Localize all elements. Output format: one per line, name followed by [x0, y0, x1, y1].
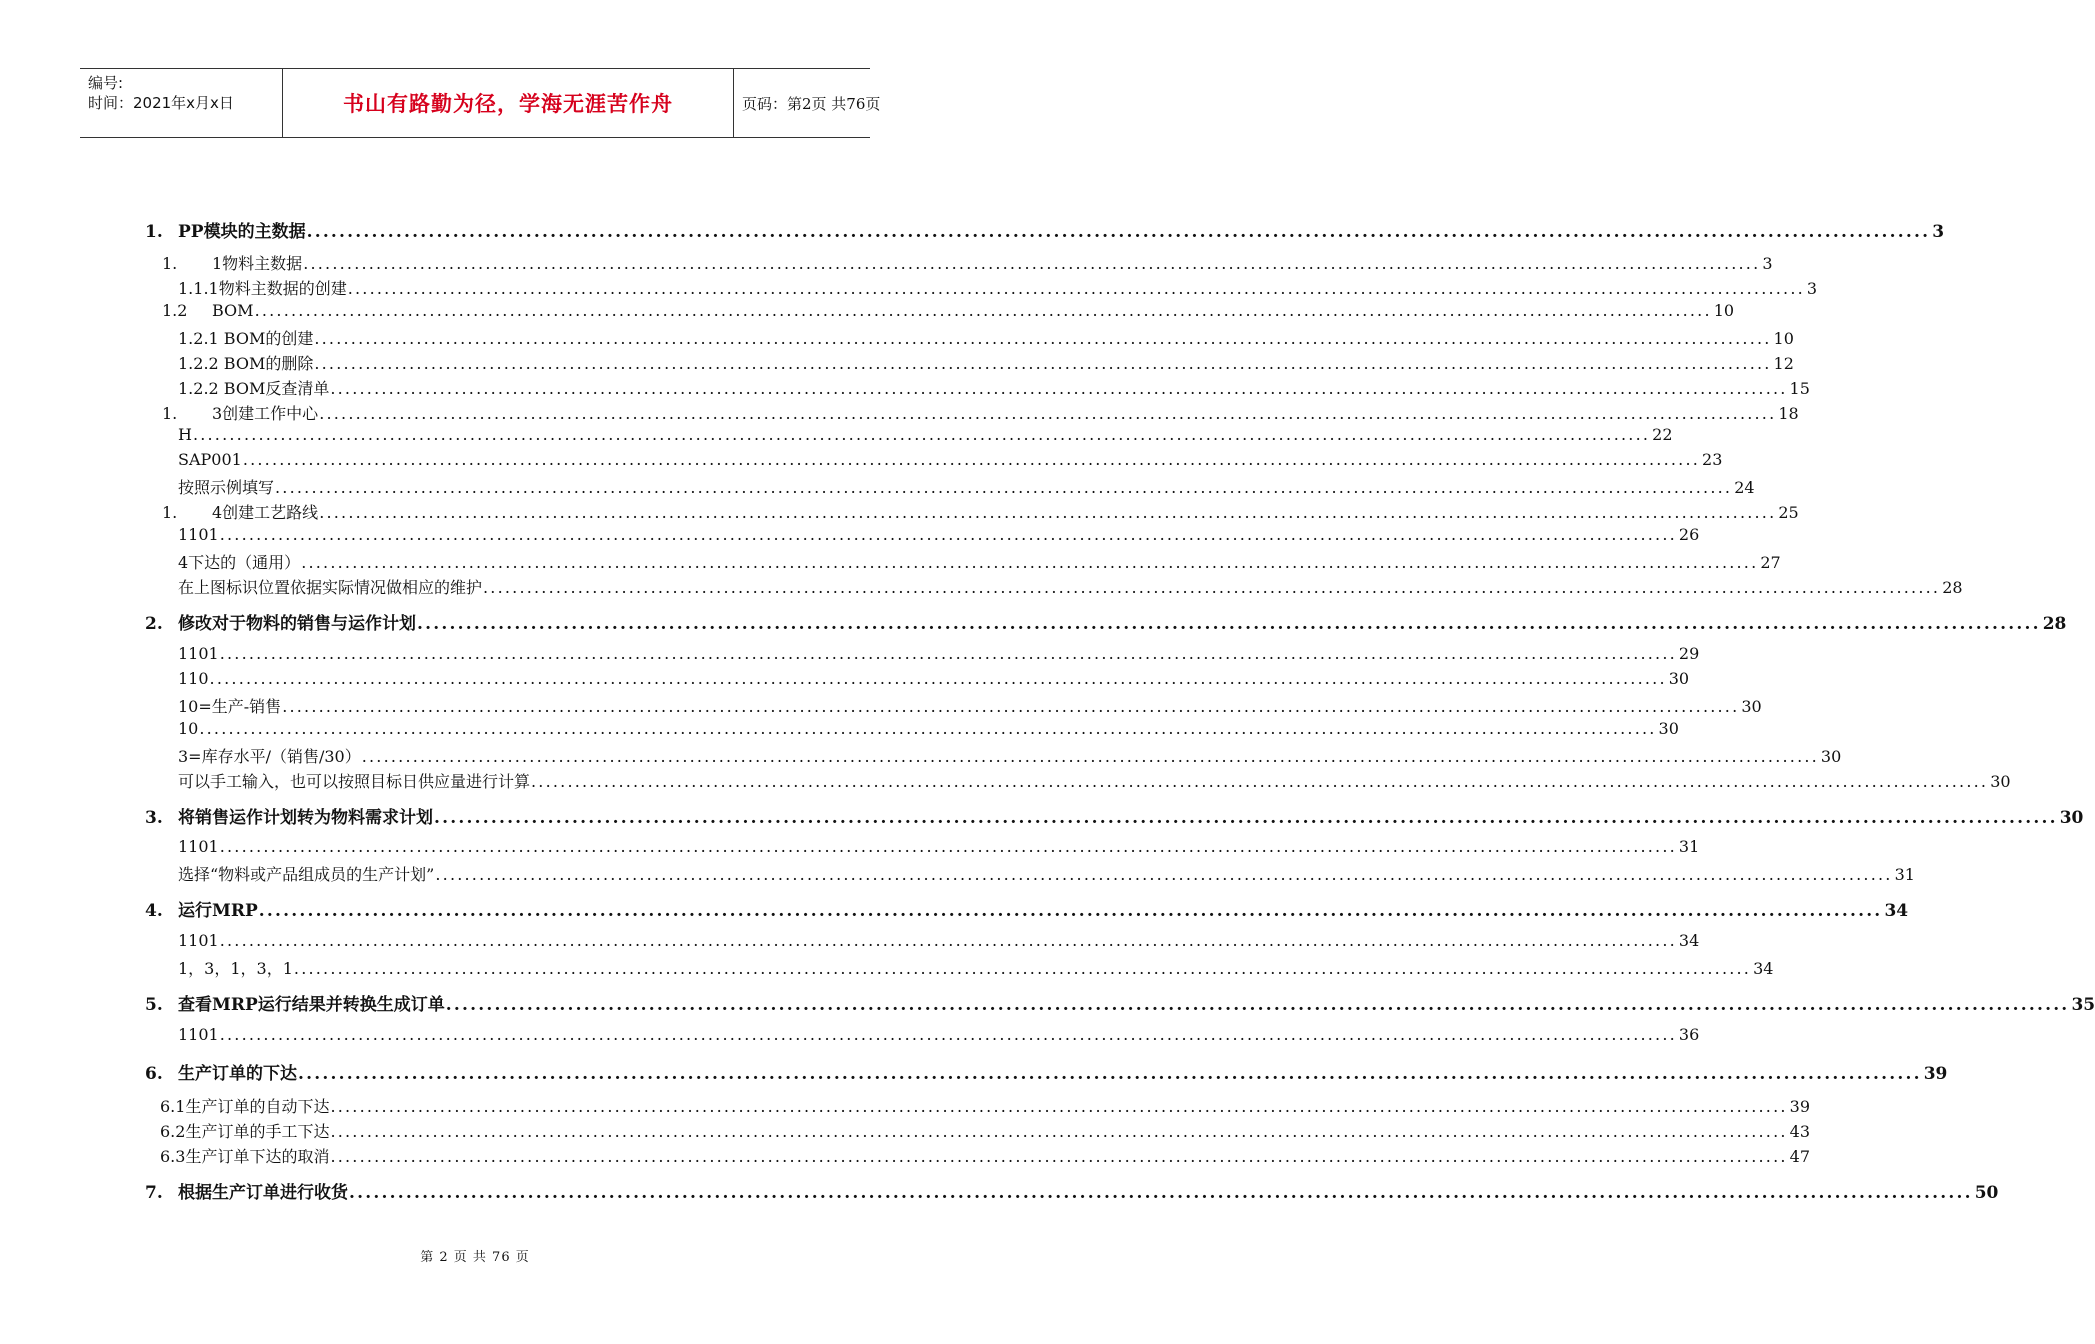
toc-entry[interactable] — [162, 500, 1799, 523]
toc-entry-label — [178, 744, 361, 767]
toc-page-number: 28 — [2042, 614, 2067, 634]
toc-entry-number: 1. — [162, 503, 178, 522]
page-footer: 第 2 页 共 76 页 — [420, 1250, 530, 1265]
toc-entry-text: 在上图标识位置依据实际情况做相应的维护 — [178, 578, 483, 597]
toc-page-number: 24 — [1734, 478, 1755, 497]
toc-entry-text: 1101 — [178, 837, 219, 856]
toc-leader-dots: ........................................................................................................................................................................................................ — [349, 1183, 1973, 1203]
toc-entry-text: 1101 — [178, 644, 219, 663]
toc-page-number: 25 — [1778, 503, 1799, 522]
toc-page-number: 10 — [1773, 329, 1794, 348]
toc-entry[interactable] — [178, 525, 1700, 544]
toc-entry-label — [145, 217, 306, 242]
toc-entry-text: 3创建工作中心 — [212, 404, 319, 423]
toc-leader-dots: ........................................................................................................................................................................................................ — [219, 837, 1677, 856]
toc-entry-label — [178, 425, 192, 444]
toc-page-number: 10 — [1713, 301, 1735, 320]
header-left-cell — [80, 69, 282, 137]
toc-leader-dots: ........................................................................................................................................................................................................ — [282, 697, 1740, 716]
toc-leader-dots: ........................................................................................................................................................................................................ — [314, 354, 1772, 373]
toc-leader-dots: ........................................................................................................................................................................................................ — [531, 772, 1989, 791]
toc-entry[interactable] — [178, 669, 1690, 688]
toc-entry[interactable] — [178, 425, 1673, 444]
toc-page-number: 3 — [1932, 222, 1945, 242]
toc-entry-text: PP模块的主数据 — [178, 222, 306, 242]
toc-leader-dots: ........................................................................................................................................................................................................ — [219, 644, 1677, 663]
toc-entry-text: 修改对于物料的销售与运作计划 — [178, 614, 416, 634]
toc-entry-label — [145, 896, 258, 921]
toc-leader-dots: ........................................................................................................................................................................................................ — [434, 808, 2058, 828]
code-label: 编号: — [88, 74, 124, 92]
toc-entry[interactable] — [162, 251, 1773, 274]
toc-entry-label — [162, 301, 254, 320]
toc-entry[interactable] — [178, 719, 1679, 738]
toc-leader-dots: ........................................................................................................................................................................................................ — [298, 1064, 1922, 1084]
toc-leader-dots: ........................................................................................................................................................................................................ — [319, 503, 1777, 522]
toc-leader-dots: ........................................................................................................................................................................................................ — [361, 747, 1819, 766]
toc-entry[interactable] — [160, 1119, 1810, 1142]
toc-page-number: 22 — [1652, 425, 1673, 444]
toc-entry[interactable] — [178, 351, 1794, 374]
toc-entry-label — [160, 1144, 329, 1167]
toc-page-number: 26 — [1678, 525, 1700, 544]
toc-entry[interactable] — [160, 1094, 1810, 1117]
toc-leader-dots: ........................................................................................................................................................................................................ — [319, 404, 1777, 423]
toc-entry[interactable] — [178, 956, 1774, 979]
toc-entry[interactable] — [145, 896, 1909, 921]
toc-leader-dots: ........................................................................................................................................................................................................ — [192, 425, 1651, 444]
toc-entry-number: 5. — [145, 995, 163, 1015]
toc-entry-label — [178, 931, 219, 950]
toc-entry-label — [178, 575, 482, 598]
toc-entry-label — [178, 669, 209, 688]
toc-entry-number: 4. — [145, 901, 163, 921]
toc-entry[interactable] — [178, 644, 1700, 663]
toc-entry-text: 运行MRP — [178, 901, 258, 921]
toc-entry[interactable] — [160, 1144, 1810, 1167]
toc-entry-text: H — [178, 425, 192, 444]
toc-leader-dots: ........................................................................................................................................................................................................ — [242, 450, 1701, 469]
toc-entry-text: SAP001 — [178, 450, 242, 469]
toc-entry[interactable] — [178, 575, 1963, 598]
toc-entry-text: 1101 — [178, 525, 219, 544]
toc-entry-text: 生产订单的下达 — [178, 1064, 297, 1084]
toc-page-number: 31 — [1894, 865, 1915, 884]
toc-entry-label — [162, 401, 318, 424]
toc-page-number: 12 — [1773, 354, 1794, 373]
toc-entry-text: 1.2.2 BOM反查清单 — [178, 379, 330, 398]
toc-leader-dots: ........................................................................................................................................................................................................ — [314, 329, 1772, 348]
toc-page-number: 3 — [1762, 254, 1773, 273]
toc-entry-text: 4创建工艺路线 — [212, 503, 319, 522]
toc-entry-label — [178, 376, 329, 399]
toc-leader-dots: ........................................................................................................................................................................................................ — [330, 379, 1788, 398]
toc-page-number: 31 — [1678, 837, 1700, 856]
toc-entry-text: 6.3生产订单下达的取消 — [160, 1147, 330, 1166]
toc-entry-number: 1. — [162, 254, 178, 273]
toc-leader-dots: ........................................................................................................................................................................................................ — [258, 901, 1883, 921]
toc-leader-dots: ........................................................................................................................................................................................................ — [303, 254, 1761, 273]
toc-leader-dots: ........................................................................................................................................................................................................ — [347, 279, 1805, 298]
toc-entry-text: 10 — [178, 719, 199, 738]
toc-entry[interactable] — [178, 1025, 1700, 1044]
toc-leader-dots: ........................................................................................................................................................................................................ — [306, 222, 1931, 242]
toc-page-number: 36 — [1678, 1025, 1700, 1044]
toc-entry-label — [178, 475, 274, 498]
toc-entry-label — [145, 990, 445, 1015]
toc-entry-number: 1.2 — [162, 301, 188, 320]
toc-entry[interactable] — [178, 326, 1794, 349]
toc-entry[interactable] — [145, 803, 2084, 828]
toc-leader-dots: ........................................................................................................................................................................................................ — [330, 1097, 1788, 1116]
toc-leader-dots: ........................................................................................................................................................................................................ — [435, 865, 1893, 884]
toc-entry[interactable] — [178, 744, 1842, 767]
toc-entry-text: 6.2生产订单的手工下达 — [160, 1122, 330, 1141]
toc-entry[interactable] — [145, 609, 2067, 634]
toc-entry-label — [162, 500, 318, 523]
toc-entry-text: BOM — [212, 301, 254, 320]
toc-page-number: 28 — [1942, 578, 1963, 597]
toc-entry-number: 1. — [145, 222, 163, 242]
toc-entry[interactable] — [178, 769, 2011, 792]
toc-entry[interactable] — [145, 1178, 1999, 1203]
toc-page-number: 35 — [2071, 995, 2095, 1015]
toc-entry-text: 按照示例填写 — [178, 478, 275, 497]
toc-entry-text: 6.1生产订单的自动下达 — [160, 1097, 330, 1116]
toc-entry-text: 1物料主数据 — [212, 254, 303, 273]
toc-entry-label — [160, 1119, 329, 1142]
toc-entry-label — [178, 326, 313, 349]
toc-entry-text: 1.2.2 BOM的删除 — [178, 354, 314, 373]
toc-entry-text: 1101 — [178, 931, 219, 950]
toc-page-number: 39 — [1923, 1064, 1948, 1084]
toc-entry-text: 查看MRP运行结果并转换生成订单 — [178, 995, 445, 1015]
toc-entry[interactable] — [178, 862, 1915, 885]
toc-leader-dots: ........................................................................................................................................................................................................ — [417, 614, 2041, 634]
toc-entry-label — [145, 803, 433, 828]
toc-entry-text: 1，3，1，3，1 — [178, 959, 293, 978]
toc-page-number: 3 — [1806, 279, 1818, 298]
toc-leader-dots: ........................................................................................................................................................................................................ — [219, 525, 1677, 544]
toc-entry-text: 1.1.1物料主数据的创建 — [178, 279, 347, 298]
toc-page-number: 34 — [1753, 959, 1774, 978]
toc-entry[interactable] — [178, 837, 1700, 856]
toc-entry-text: 根据生产订单进行收货 — [178, 1183, 348, 1203]
toc-entry[interactable] — [178, 450, 1723, 469]
toc-entry[interactable] — [145, 1059, 1948, 1084]
toc-entry-label — [178, 351, 313, 374]
toc-entry-text: 1101 — [178, 1025, 219, 1044]
toc-leader-dots: ........................................................................................................................................................................................................ — [445, 995, 2070, 1015]
toc-entry-label — [178, 644, 219, 663]
toc-entry-label — [178, 862, 434, 885]
header-page-info: 页码：第2页 共76页 — [742, 94, 881, 113]
toc-leader-dots: ........................................................................................................................................................................................................ — [199, 719, 1657, 738]
toc-entry-text: 110 — [178, 669, 209, 688]
toc-entry-text: 4下达的（通用） — [178, 553, 301, 572]
toc-entry[interactable] — [145, 217, 1945, 242]
toc-entry[interactable] — [145, 990, 2095, 1015]
toc-entry-number: 2. — [145, 614, 163, 634]
toc-entry-text: 可以手工输入，也可以按照目标日供应量进行计算 — [178, 772, 531, 791]
toc-page-number: 23 — [1702, 450, 1723, 469]
toc-entry-label — [145, 609, 416, 634]
toc-entry-label — [178, 719, 198, 738]
toc-leader-dots: ........................................................................................................................................................................................................ — [209, 669, 1667, 688]
toc-entry[interactable] — [162, 401, 1799, 424]
toc-entry[interactable] — [178, 694, 1762, 717]
time-label: 时间：2021年x月x日 — [88, 94, 234, 112]
toc-entry-label — [178, 550, 300, 573]
toc-leader-dots: ........................................................................................................................................................................................................ — [219, 1025, 1677, 1044]
toc-page-number: 30 — [2059, 808, 2084, 828]
toc-page-number: 30 — [1820, 747, 1842, 766]
toc-entry-number: 1. — [162, 404, 178, 423]
toc-entry[interactable] — [178, 376, 1810, 399]
toc-entry-label — [178, 276, 347, 299]
toc-entry-label — [145, 1178, 348, 1203]
toc-entry-label — [178, 1025, 219, 1044]
toc-entry-text: 选择“物料或产品组成员的生产计划” — [178, 865, 435, 884]
toc-leader-dots: ........................................................................................................................................................................................................ — [301, 553, 1759, 572]
toc-page-number: 34 — [1884, 901, 1909, 921]
toc-page-number: 27 — [1760, 553, 1781, 572]
toc-leader-dots: ........................................................................................................................................................................................................ — [293, 959, 1752, 978]
toc-leader-dots: ........................................................................................................................................................................................................ — [330, 1147, 1788, 1166]
toc-entry-label — [178, 525, 219, 544]
toc-page-number: 39 — [1789, 1097, 1810, 1116]
toc-entry[interactable] — [178, 276, 1818, 299]
toc-entry[interactable] — [178, 550, 1781, 573]
toc-page-number: 30 — [1990, 772, 2011, 791]
toc-entry-number: 3. — [145, 808, 163, 828]
toc-entry[interactable] — [162, 301, 1735, 320]
header-motto: 书山有路勤为径，学海无涯苦作舟 — [282, 69, 734, 137]
toc-page-number: 18 — [1778, 404, 1799, 423]
toc-entry-label — [160, 1094, 329, 1117]
toc-entry-label — [178, 769, 530, 792]
toc-entry-label — [145, 1059, 297, 1084]
toc-entry-label — [178, 956, 293, 979]
toc-page-number: 30 — [1741, 697, 1762, 716]
toc-page-number: 15 — [1789, 379, 1810, 398]
toc-entry-text: 1.2.1 BOM的创建 — [178, 329, 314, 348]
toc-leader-dots: ........................................................................................................................................................................................................ — [275, 478, 1733, 497]
toc-page-number: 43 — [1789, 1122, 1810, 1141]
toc-page-number: 47 — [1789, 1147, 1810, 1166]
toc-entry-label — [162, 251, 302, 274]
toc-entry[interactable] — [178, 931, 1700, 950]
toc-page-number: 30 — [1668, 669, 1690, 688]
toc-page-number: 50 — [1974, 1183, 1999, 1203]
toc-entry-text: 10=生产-销售 — [178, 697, 282, 716]
toc-entry-label — [178, 694, 281, 717]
toc-page-number: 29 — [1678, 644, 1700, 663]
toc-entry-text: 3=库存水平/（销售/30） — [178, 747, 361, 766]
toc-page-number: 34 — [1678, 931, 1700, 950]
toc-leader-dots: ........................................................................................................................................................................................................ — [330, 1122, 1788, 1141]
toc-entry-text: 将销售运作计划转为物料需求计划 — [178, 808, 433, 828]
toc-entry-number: 6. — [145, 1064, 163, 1084]
toc-entry[interactable] — [178, 475, 1755, 498]
toc-entry-label — [178, 450, 242, 469]
toc-leader-dots: ........................................................................................................................................................................................................ — [483, 578, 1941, 597]
toc-page-number: 30 — [1658, 719, 1679, 738]
toc-leader-dots: ........................................................................................................................................................................................................ — [254, 301, 1712, 320]
toc-entry-number: 7. — [145, 1183, 163, 1203]
toc-leader-dots: ........................................................................................................................................................................................................ — [219, 931, 1677, 950]
document-header — [80, 68, 881, 138]
toc-entry-label — [178, 837, 219, 856]
